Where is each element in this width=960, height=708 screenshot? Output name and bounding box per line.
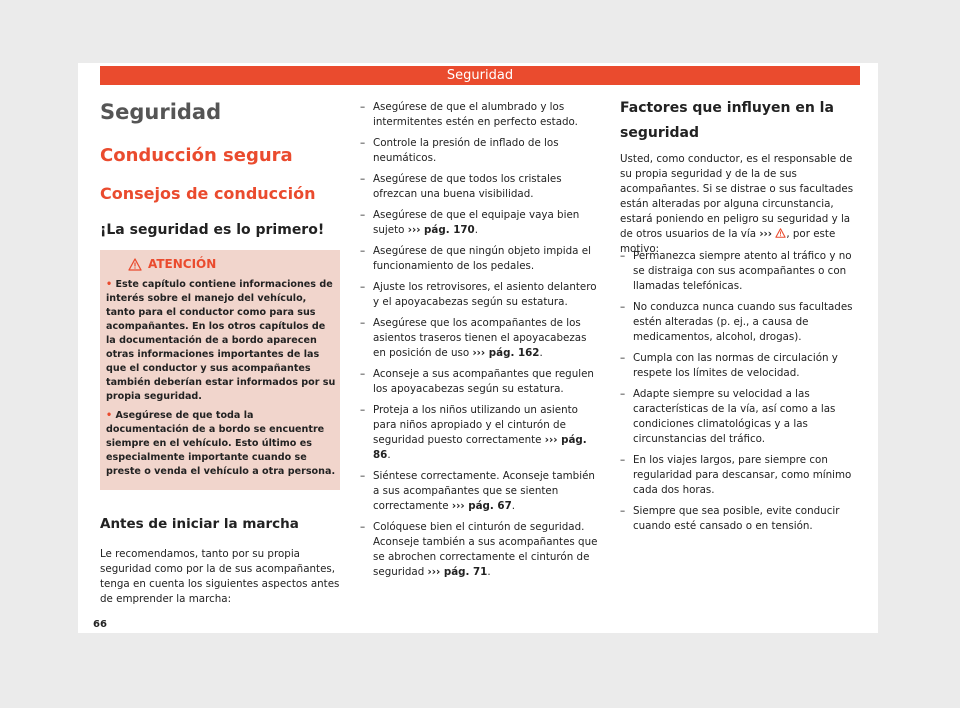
warning-header xyxy=(128,257,216,271)
bullet-icon: • xyxy=(106,410,113,421)
factores-list xyxy=(620,249,860,540)
heading-conduccion-segura: Conducción segura xyxy=(100,145,293,166)
checklist xyxy=(360,100,602,586)
list-item: – Colóquese bien el cinturón de seguridad. Aconseje también a sus acompañantes que se abrochen correctamente el cinturón de seguridad ››› pág. 71. xyxy=(360,520,602,580)
page-reference-link[interactable]: ››› pág. 162 xyxy=(472,347,540,359)
list-item: – Siéntese correctamente. Aconseje también a sus acompañantes que se sienten correctamente ››› pág. 67. xyxy=(360,469,602,514)
page-reference-link[interactable]: ››› pág. 67 xyxy=(451,500,512,512)
list-item: – Asegúrese que los acompañantes de los asientos traseros tienen el apoyacabezas en posición de uso ››› pág. 162. xyxy=(360,316,602,361)
heading-consejos: Consejos de conducción xyxy=(100,184,316,203)
heading-antes-de-iniciar: Antes de iniciar la marcha xyxy=(100,516,299,532)
heading-seguridad-primero: ¡La seguridad es lo primero! xyxy=(100,222,325,238)
list-item: – Asegúrese de que el equipaje vaya bien sujeto ››› pág. 170. xyxy=(360,208,602,238)
list-item: – En los viajes largos, pare siempre con regularidad para descansar, como mínimo cada dos horas. xyxy=(620,453,860,498)
list-item: – Cumpla con las normas de circulación y respete los límites de velocidad. xyxy=(620,351,860,381)
factores-intro: Usted, como conductor, es el responsable de su propia seguridad y de la de sus acompañantes. Si se distrae o sus facultades están alteradas por alguna circunstancia, estará poniendo en peligro su seguridad y la de otros usuarios de la vía ››› , por este motivo: xyxy=(620,153,854,255)
list-item: – Proteja a los niños utilizando un asiento para niños apropiado y el cinturón de seguridad puesto correctamente ››› pág. 86. xyxy=(360,403,602,463)
intro-paragraph: Le recomendamos, tanto por su propia seguridad como por la de sus acompañantes, tenga en cuenta los siguientes aspectos antes de emprender la marcha: xyxy=(100,548,340,605)
page-reference-link[interactable]: ››› pág. 71 xyxy=(427,566,488,578)
heading-factores: Factores que influyen en la seguridad xyxy=(620,100,834,141)
warning-item: • Asegúrese de que toda la documentación de a bordo se encuentre siempre en el vehículo. Esto último es especialmente importante cuando se preste o venda el vehículo a otra persona. xyxy=(106,410,336,477)
list-item: – Siempre que sea posible, evite conducir cuando esté cansado o en tensión. xyxy=(620,504,860,534)
list-item: – Adapte siempre su velocidad a las características de la vía, así como a las condiciones climatológicas y a las circunstancias del tráfico. xyxy=(620,387,860,447)
list-item: – Permanezca siempre atento al tráfico y no se distraiga con sus acompañantes o con llamadas telefónicas. xyxy=(620,249,860,294)
list-item: – Ajuste los retrovisores, el asiento delantero y el apoyacabezas según su estatura. xyxy=(360,280,602,310)
bullet-icon: • xyxy=(106,279,113,290)
list-item: – Aconseje a sus acompañantes que regulen los apoyacabezas según su estatura. xyxy=(360,367,602,397)
list-item: – Asegúrese de que el alumbrado y los intermitentes estén en perfecto estado. xyxy=(360,100,602,130)
page-number: 66 xyxy=(93,619,107,630)
list-item: – No conduzca nunca cuando sus facultades estén alteradas (p. ej., a causa de medicamentos, alcohol, drogas). xyxy=(620,300,860,345)
list-item: – Asegúrese de que ningún objeto impida el funcionamiento de los pedales. xyxy=(360,244,602,274)
header-bar: Seguridad xyxy=(100,66,860,85)
heading-seguridad: Seguridad xyxy=(100,100,222,124)
warning-triangle-icon xyxy=(128,258,142,271)
warning-title: ATENCIÓN xyxy=(148,257,217,271)
page-reference-link[interactable]: ››› pág. 86 xyxy=(373,434,587,461)
page-reference-link[interactable]: ››› pág. 170 xyxy=(407,224,475,236)
list-item: – Controle la presión de inflado de los neumáticos. xyxy=(360,136,602,166)
warning-triangle-icon xyxy=(775,228,786,238)
warning-item: • Este capítulo contiene informaciones de interés sobre el manejo del vehículo, tanto para el conductor como para sus acompañantes. En los otros capítulos de la documentación de a bordo aparecen otras informaciones importantes de las que el conductor y sus acompañantes también deberían estar informados por su propia seguridad. xyxy=(106,279,336,402)
list-item: – Asegúrese de que todos los cristales ofrezcan una buena visibilidad. xyxy=(360,172,602,202)
warning-reference-link[interactable]: ››› xyxy=(759,228,773,240)
